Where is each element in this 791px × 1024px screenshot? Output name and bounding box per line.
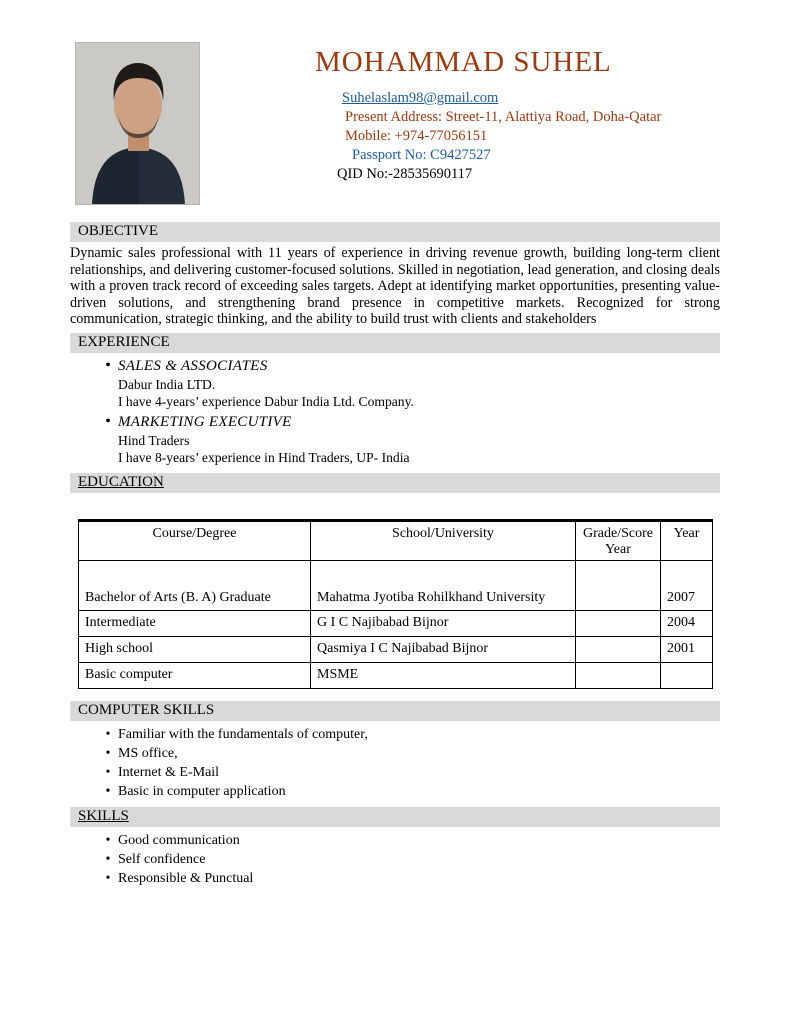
table-row (79, 610, 713, 636)
computer-skill-text: Internet & E-Mail (118, 764, 220, 780)
table-header-row (79, 520, 713, 560)
bullet-icon (98, 357, 118, 375)
computer-skill-text: Basic in computer application (118, 783, 286, 799)
table-header-school: School/University (311, 520, 576, 560)
table-row (79, 662, 713, 688)
computer-skills-list (70, 725, 720, 801)
list-item (70, 763, 720, 782)
experience-item (70, 413, 720, 467)
experience-role-row (70, 357, 720, 376)
experience-company: Dabur India LTD. (118, 376, 216, 392)
table-cell-degree: High school (79, 636, 311, 662)
mobile-number: Mobile: +974-77056151 (345, 128, 488, 144)
objective-text: Dynamic sales professional with 11 years of experience in driving revenue growth, building long-term client relationships, and delivering customer-focused solutions. Skilled in negotiation, lead generation, and closing deals with a proven track record of exceeding sales targets. Adept at identifying market opportunities, presenting value-driven solutions, and strengthening brand presence in competitive markets. Recognized for strong communication, strategic thinking, and the ability to build trust with clients and stakeholders (70, 245, 720, 328)
section-title-objective: OBJECTIVE (78, 223, 158, 239)
table-cell-degree: Basic computer (79, 662, 311, 688)
section-title-computer-skills: COMPUTER SKILLS (78, 701, 215, 718)
experience-detail: I have 8-years’ experience in Hind Traders, UP- India (118, 450, 410, 466)
skill-text: Good communication (118, 832, 240, 848)
section-title-education: EDUCATION (78, 473, 164, 490)
bullet-icon (98, 831, 118, 850)
list-item (70, 744, 720, 763)
skill-text: Responsible & Punctual (118, 870, 254, 886)
table-cell-degree: Intermediate (79, 610, 311, 636)
person-portrait-icon (76, 43, 200, 205)
experience-detail: I have 4-years’ experience Dabur India Ltd. Company. (118, 394, 414, 410)
table-cell-grade (576, 662, 661, 688)
table-row (79, 636, 713, 662)
bullet-icon (98, 850, 118, 869)
section-header-experience (70, 333, 720, 353)
qid-number: QID No:-28535690117 (337, 166, 473, 182)
computer-skill-text: Familiar with the fundamentals of computer, (118, 726, 368, 742)
experience-role: MARKETING EXECUTIVE (118, 413, 292, 430)
table-cell-degree: Bachelor of Arts (B. A) Graduate (79, 560, 311, 610)
section-title-skills: SKILLS (78, 807, 129, 824)
bullet-icon (98, 869, 118, 888)
email-line (342, 89, 720, 108)
experience-list (70, 357, 720, 467)
bullet-icon (98, 413, 118, 431)
profile-photo (75, 42, 200, 205)
contact-block (315, 42, 720, 184)
table-header-grade: Grade/Score Year (576, 520, 661, 560)
computer-skill-text: MS office, (118, 745, 178, 761)
experience-item (70, 357, 720, 411)
skills-list (70, 831, 720, 888)
education-table (78, 519, 713, 689)
list-item (70, 782, 720, 801)
passport-number: Passport No: C9427527 (352, 147, 491, 163)
table-header-course: Course/Degree (79, 520, 311, 560)
skill-text: Self confidence (118, 851, 206, 867)
table-cell-grade (576, 560, 661, 610)
address: Present Address: Street-11, Alattiya Road, Doha-Qatar (345, 109, 662, 125)
list-item (70, 831, 720, 850)
bullet-icon (98, 782, 118, 801)
experience-role: SALES & ASSOCIATES (118, 357, 268, 374)
header (70, 42, 720, 218)
section-header-computer-skills (70, 701, 720, 721)
section-title-experience: EXPERIENCE (78, 333, 170, 350)
table-header-year: Year (661, 520, 713, 560)
bullet-icon (98, 763, 118, 782)
list-item (70, 850, 720, 869)
table-cell-year: 2001 (661, 636, 713, 662)
table-cell-grade (576, 610, 661, 636)
experience-role-row (70, 413, 720, 432)
bullet-icon (98, 725, 118, 744)
list-item (70, 725, 720, 744)
bullet-icon (98, 744, 118, 763)
table-cell-year: 2007 (661, 560, 713, 610)
section-header-skills (70, 807, 720, 827)
table-cell-school: G I C Najibabad Bijnor (311, 610, 576, 636)
email-link[interactable]: Suhelaslam98@gmail.com (342, 90, 499, 106)
section-header-education (70, 473, 720, 493)
table-cell-year (661, 662, 713, 688)
section-header-objective (70, 222, 720, 242)
name: MOHAMMAD SUHEL (315, 46, 612, 78)
table-cell-year: 2004 (661, 610, 713, 636)
list-item (70, 869, 720, 888)
table-cell-school: MSME (311, 662, 576, 688)
table-row (79, 560, 713, 610)
table-cell-school: Qasmiya I C Najibabad Bijnor (311, 636, 576, 662)
experience-company: Hind Traders (118, 432, 190, 448)
table-cell-grade (576, 636, 661, 662)
table-cell-school: Mahatma Jyotiba Rohilkhand University (311, 560, 576, 610)
